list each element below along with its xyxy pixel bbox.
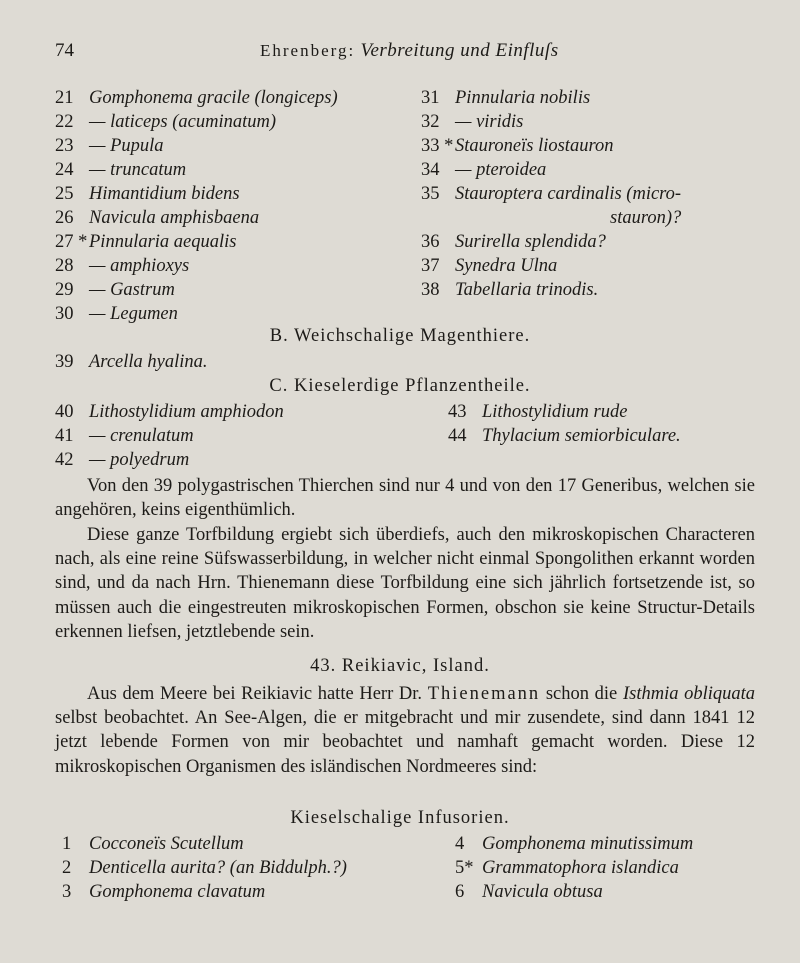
list-number: 27 *: [55, 232, 88, 252]
list-item: — Legumen: [89, 304, 178, 324]
running-header: [55, 40, 755, 64]
species-name: Isthmia obliquata: [622, 684, 756, 704]
list-item: Tabellaria trinodis.: [455, 280, 599, 300]
list-item: — Gastrum: [89, 280, 175, 300]
list-item: Cocconeïs Scutellum: [89, 834, 244, 854]
list-item: Pinnularia nobilis: [455, 88, 591, 108]
list-item: — crenulatum: [89, 426, 194, 446]
list-number: 22: [55, 112, 74, 132]
running-title: [260, 40, 559, 62]
section-heading: C. Kieselerdige Pflanzentheile.: [269, 376, 531, 396]
list-number: 34: [421, 160, 440, 180]
list-item: Stauroneïs liostauron: [455, 136, 614, 156]
list-number: 25: [55, 184, 74, 204]
author-name: Ehrenberg:: [260, 41, 356, 60]
list-item: Arcella hyalina.: [89, 352, 208, 372]
list-number: 43: [448, 402, 467, 422]
list-item: Gomphonema clavatum: [89, 882, 266, 902]
body-paragraph: [55, 523, 755, 644]
list-number: 23: [55, 136, 74, 156]
section-heading: B. Weichschalige Magenthiere.: [269, 326, 531, 346]
list-number: 3: [62, 882, 72, 902]
paragraph-text: selbst beobachtet. An See-Algen, die er mitgebracht und mir zusendete, sind dann 1841 12 jetzt lebende Formen von mir beobachtet und namhaft gemacht worden. Diese 12 mikroskopischen Organismen des isländischen Nordmeeres sind:: [55, 708, 755, 777]
chapter-title: Verbreitung und Einfluſs: [360, 40, 559, 61]
section-heading: 43. Reikiavic, Island.: [310, 656, 490, 676]
list-number: 28: [55, 256, 74, 276]
list-number: 41: [55, 426, 74, 446]
list-number: 1: [62, 834, 72, 854]
list-number: 2: [62, 858, 72, 878]
list-number: 35: [421, 184, 440, 204]
paragraph-text: Von den 39 polygastrischen Thierchen sind nur 4 und von den 17 Genеribus, welchen sie angehören, keins eigenthümlich.: [55, 476, 755, 521]
list-item: — truncatum: [89, 160, 187, 180]
list-number: 37: [421, 256, 440, 276]
list-number: 26: [55, 208, 74, 228]
list-number: 42: [55, 450, 74, 470]
list-number: 39: [55, 352, 74, 372]
list-item: Stauroptera cardinalis (micro-: [455, 184, 682, 204]
page-number: 74: [55, 40, 74, 61]
list-item: Navicula obtusa: [482, 882, 603, 902]
list-item: Lithostylidium amphiodon: [89, 402, 284, 422]
list-number: 4: [455, 834, 465, 854]
list-number: 30: [55, 304, 74, 324]
list-item: Gomphonema gracile (longiceps): [89, 88, 338, 108]
list-item: Thylacium semiorbiculare.: [482, 426, 681, 446]
list-number: 5*: [455, 858, 474, 878]
list-item: Denticella aurita? (an Biddulph.?): [89, 858, 347, 878]
list-item: — laticeps (acuminatum): [89, 112, 277, 132]
paragraph-text: Diese ganze Torfbildung ergiebt sich überdiefs, auch den mikroskopischen Characteren nach, als eine reine Süfswasserbildung, in welcher nicht einmal Spongolithen erkannt worden sind, und da nach Hrn. Thienemann diese Torfbildung eine sich jährlich fortsetzende ist, so müssen auch die eingestreuten mikroskopischen Formen, obschon sie keine Structur-Details erkennen liefsen, jetztlebende sein.: [55, 525, 755, 642]
list-number: 29: [55, 280, 74, 300]
person-name: Thienemann: [427, 684, 541, 704]
list-item: — Pupula: [89, 136, 164, 156]
list-item: Navicula amphisbaena: [89, 208, 260, 228]
list-number: 36: [421, 232, 440, 252]
list-item: Grammatophora islandica: [482, 858, 679, 878]
list-item: Himantidium bidens: [89, 184, 240, 204]
paragraph-text: Aus dem Meere bei Reikiavic hatte Herr Dr.: [87, 684, 423, 704]
list-number: 21: [55, 88, 74, 108]
list-item: — viridis: [455, 112, 524, 132]
list-number: 38: [421, 280, 440, 300]
list-number: 32: [421, 112, 440, 132]
list-item: Pinnularia aequalis: [89, 232, 237, 252]
list-item: — amphioxys: [89, 256, 190, 276]
body-paragraph: [55, 474, 755, 522]
list-item: Lithostylidium rude: [482, 402, 628, 422]
paragraph-text: schon die: [545, 684, 618, 704]
list-number: 44: [448, 426, 467, 446]
list-number: 6: [455, 882, 465, 902]
body-paragraph: [55, 682, 755, 779]
list-number: 31: [421, 88, 440, 108]
list-number: 24: [55, 160, 74, 180]
list-number: 33 *: [421, 136, 454, 156]
list-item: Gomphonema minutissimum: [482, 834, 694, 854]
list-item-continuation: stauron)?: [610, 208, 682, 228]
list-item: Synedra Ulna: [455, 256, 558, 276]
list-item: — polyedrum: [89, 450, 190, 470]
section-subheading: Kieselschalige Infusorien.: [290, 808, 510, 828]
list-item: — pteroidea: [455, 160, 547, 180]
list-number: 40: [55, 402, 74, 422]
list-item: Surirella splendida?: [455, 232, 606, 252]
